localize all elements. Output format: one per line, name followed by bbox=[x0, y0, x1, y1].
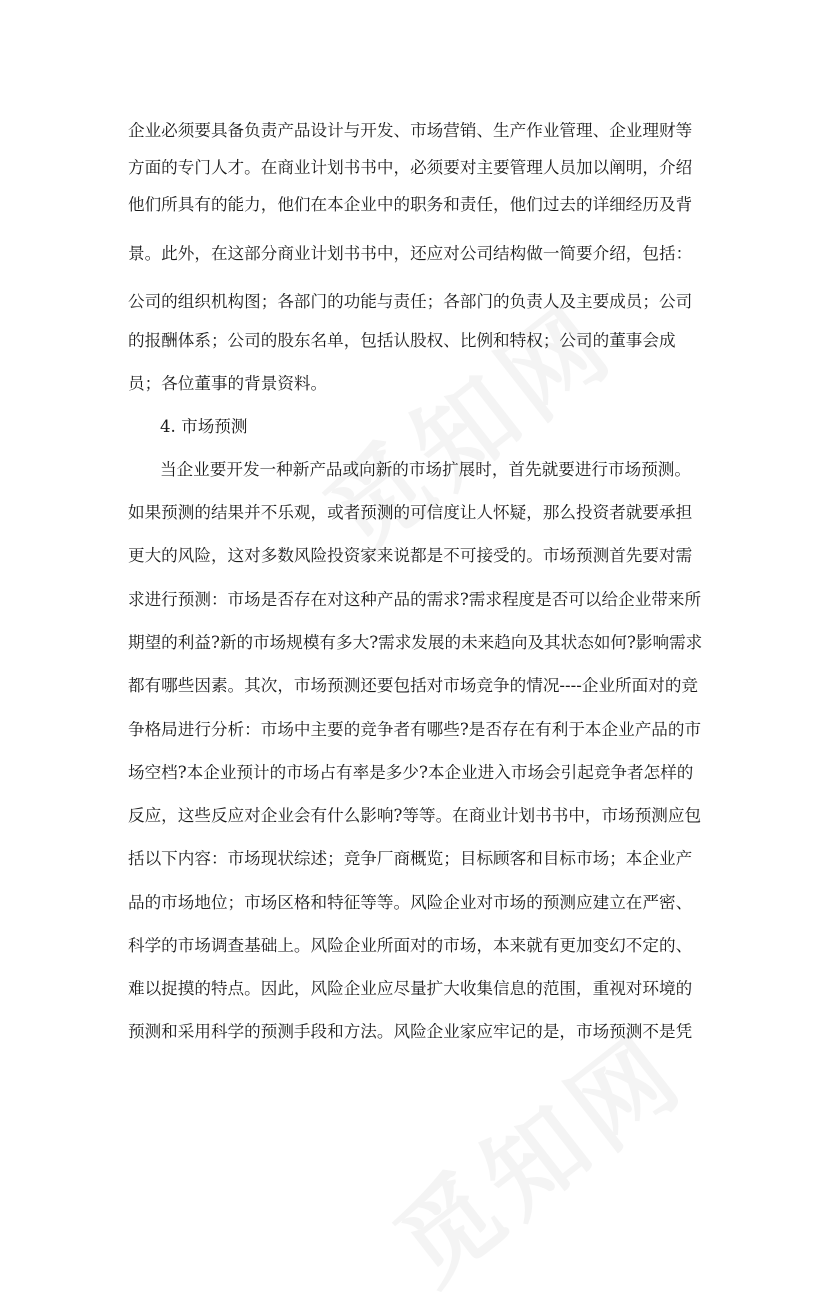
text-line: 都有哪些因素。其次，市场预测还要包括对市场竞争的情况----企业所面对的竞 bbox=[128, 676, 699, 695]
text-line: 企业必须要具备负责产品设计与开发、市场营销、生产作业管理、企业理财等 bbox=[128, 121, 693, 140]
text-line: 括以下内容：市场现状综述；竞争厂商概览；目标顾客和目标市场；本企业产 bbox=[128, 849, 693, 868]
text-line: 难以捉摸的特点。因此，风险企业应尽量扩大收集信息的范围，重视对环境的 bbox=[128, 979, 693, 998]
text-line: 求进行预测：市场是否存在对这种产品的需求?需求程度是否可以给企业带来所 bbox=[128, 590, 702, 609]
text-line: 预测和采用科学的预测手段和方法。风险企业家应牢记的是，市场预测不是凭 bbox=[128, 1022, 693, 1041]
text-line: 场空档?本企业预计的市场占有率是多少?本企业进入市场会引起竞争者怎样的 bbox=[128, 763, 694, 782]
text-line: 如果预测的结果并不乐观，或者预测的可信度让人怀疑，那么投资者就要承担 bbox=[128, 503, 693, 522]
text-line: 更大的风险，这对多数风险投资家来说都是不可接受的。市场预测首先要对需 bbox=[128, 546, 693, 565]
text-line: 反应，这些反应对企业会有什么影响?等等。在商业计划书书中，市场预测应包 bbox=[128, 806, 702, 825]
text-line: 方面的专门人才。在商业计划书书中，必须要对主要管理人员加以阐明，介绍 bbox=[128, 158, 693, 177]
text-line: 公司的组织机构图；各部门的功能与责任；各部门的负责人及主要成员；公司 bbox=[128, 292, 693, 311]
text-line: 景。此外，在这部分商业计划书书中，还应对公司结构做一简要介绍，包括： bbox=[128, 244, 693, 263]
text-line: 争格局进行分析：市场中主要的竞争者有哪些?是否存在有利于本企业产品的市 bbox=[128, 720, 702, 739]
text-line: 科学的市场调查基础上。风险企业所面对的市场，本来就有更加变幻不定的、 bbox=[128, 936, 693, 955]
text-line: 品的市场地位；市场区格和特征等等。风险企业对市场的预测应建立在严密、 bbox=[128, 893, 693, 912]
text-line: 的报酬体系；公司的股东名单，包括认股权、比例和特权；公司的董事会成 bbox=[128, 331, 676, 350]
text-line: 他们所具有的能力，他们在本企业中的职务和责任，他们过去的详细经历及背 bbox=[128, 195, 693, 214]
text-line: 期望的利益?新的市场规模有多大?需求发展的未来趋向及其状态如何?影响需求 bbox=[128, 633, 703, 652]
text-line: 员；各位董事的背景资料。 bbox=[128, 374, 328, 393]
text-line: 当企业要开发一种新产品或向新的市场扩展时，首先就要进行市场预测。 bbox=[160, 460, 691, 479]
section-heading: 4. 市场预测 bbox=[160, 417, 248, 436]
